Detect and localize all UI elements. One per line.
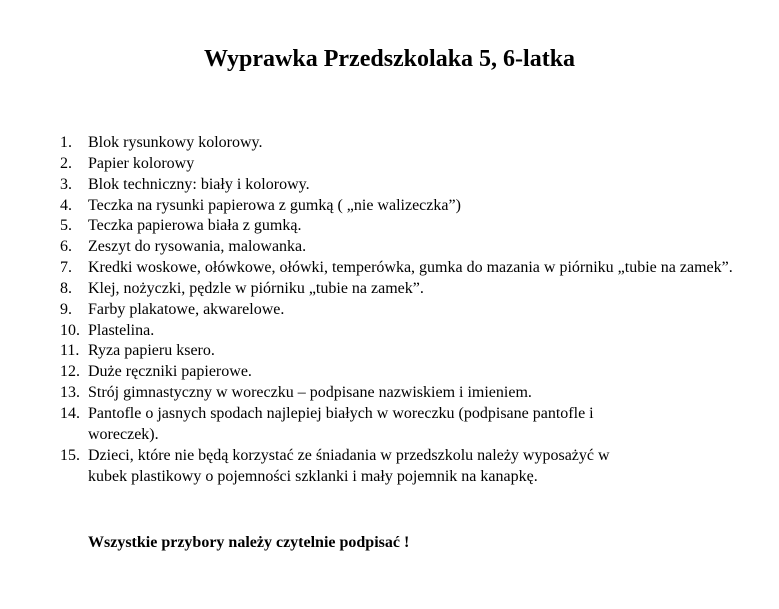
list-item — [60, 321, 750, 342]
item-number: 4. — [60, 196, 72, 214]
item-number: 14. — [60, 404, 80, 422]
list-item — [60, 154, 750, 175]
item-text: Pantofle o jasnych spodach najlepiej białych w woreczku (podpisane pantofle i woreczek). — [88, 404, 594, 443]
item-number: 12. — [60, 363, 80, 381]
item-text: Plastelina. — [88, 321, 155, 339]
item-text: Blok techniczny: biały i kolorowy. — [88, 175, 310, 193]
list-item — [60, 383, 750, 404]
item-text: Klej, nożyczki, pędzle w piórniku „tubie na zamek”. — [88, 279, 424, 297]
list-item — [60, 133, 750, 154]
list-item — [60, 237, 750, 258]
item-text: Kredki woskowe, ołówkowe, ołówki, temperówka, gumka do mazania w piórniku „tubie na zamek”. — [88, 259, 733, 277]
item-text: Duże ręczniki papierowe. — [88, 363, 252, 381]
item-text: Dzieci, które nie będą korzystać ze śniadania w przedszkolu należy wyposażyć w kubek plastikowy o pojemności szklanki i mały pojemnik na kanapkę. — [88, 446, 610, 485]
list-item — [60, 175, 750, 196]
list-item — [60, 446, 750, 488]
signing-note: Wszystkie przybory należy czytelnie podpisać ! — [88, 534, 410, 551]
item-number: 7. — [60, 259, 72, 277]
item-text: Papier kolorowy — [88, 154, 195, 172]
list-item — [60, 258, 750, 279]
list-item — [60, 216, 750, 237]
item-number: 3. — [60, 175, 72, 193]
item-number: 9. — [60, 300, 72, 318]
item-number: 15. — [60, 446, 80, 464]
supply-list — [60, 133, 750, 487]
item-text: Teczka papierowa biała z gumką. — [88, 217, 302, 235]
item-number: 1. — [60, 134, 72, 151]
list-item — [60, 196, 750, 217]
list-item — [60, 279, 750, 300]
item-number: 5. — [60, 217, 72, 235]
list-item — [60, 362, 750, 383]
list-item — [60, 341, 750, 362]
item-text: Farby plakatowe, akwarelowe. — [88, 300, 285, 318]
item-number: 10. — [60, 321, 80, 339]
item-text: Zeszyt do rysowania, malowanka. — [88, 238, 307, 256]
page-title: Wyprawka Przedszkolaka 5, 6-latka — [203, 46, 576, 72]
item-number: 6. — [60, 238, 72, 256]
item-number: 11. — [60, 342, 80, 360]
item-number: 8. — [60, 279, 72, 297]
item-number: 2. — [60, 154, 72, 172]
item-text: Ryza papieru ksero. — [88, 342, 215, 360]
item-text: Teczka na rysunki papierowa z gumką ( „nie walizeczka”) — [88, 196, 461, 214]
item-text: Blok rysunkowy kolorowy. — [88, 134, 263, 151]
list-item — [60, 404, 750, 446]
item-number: 13. — [60, 384, 80, 402]
list-item — [60, 300, 750, 321]
item-text: Strój gimnastyczny w woreczku – podpisane nazwiskiem i imieniem. — [88, 384, 532, 402]
